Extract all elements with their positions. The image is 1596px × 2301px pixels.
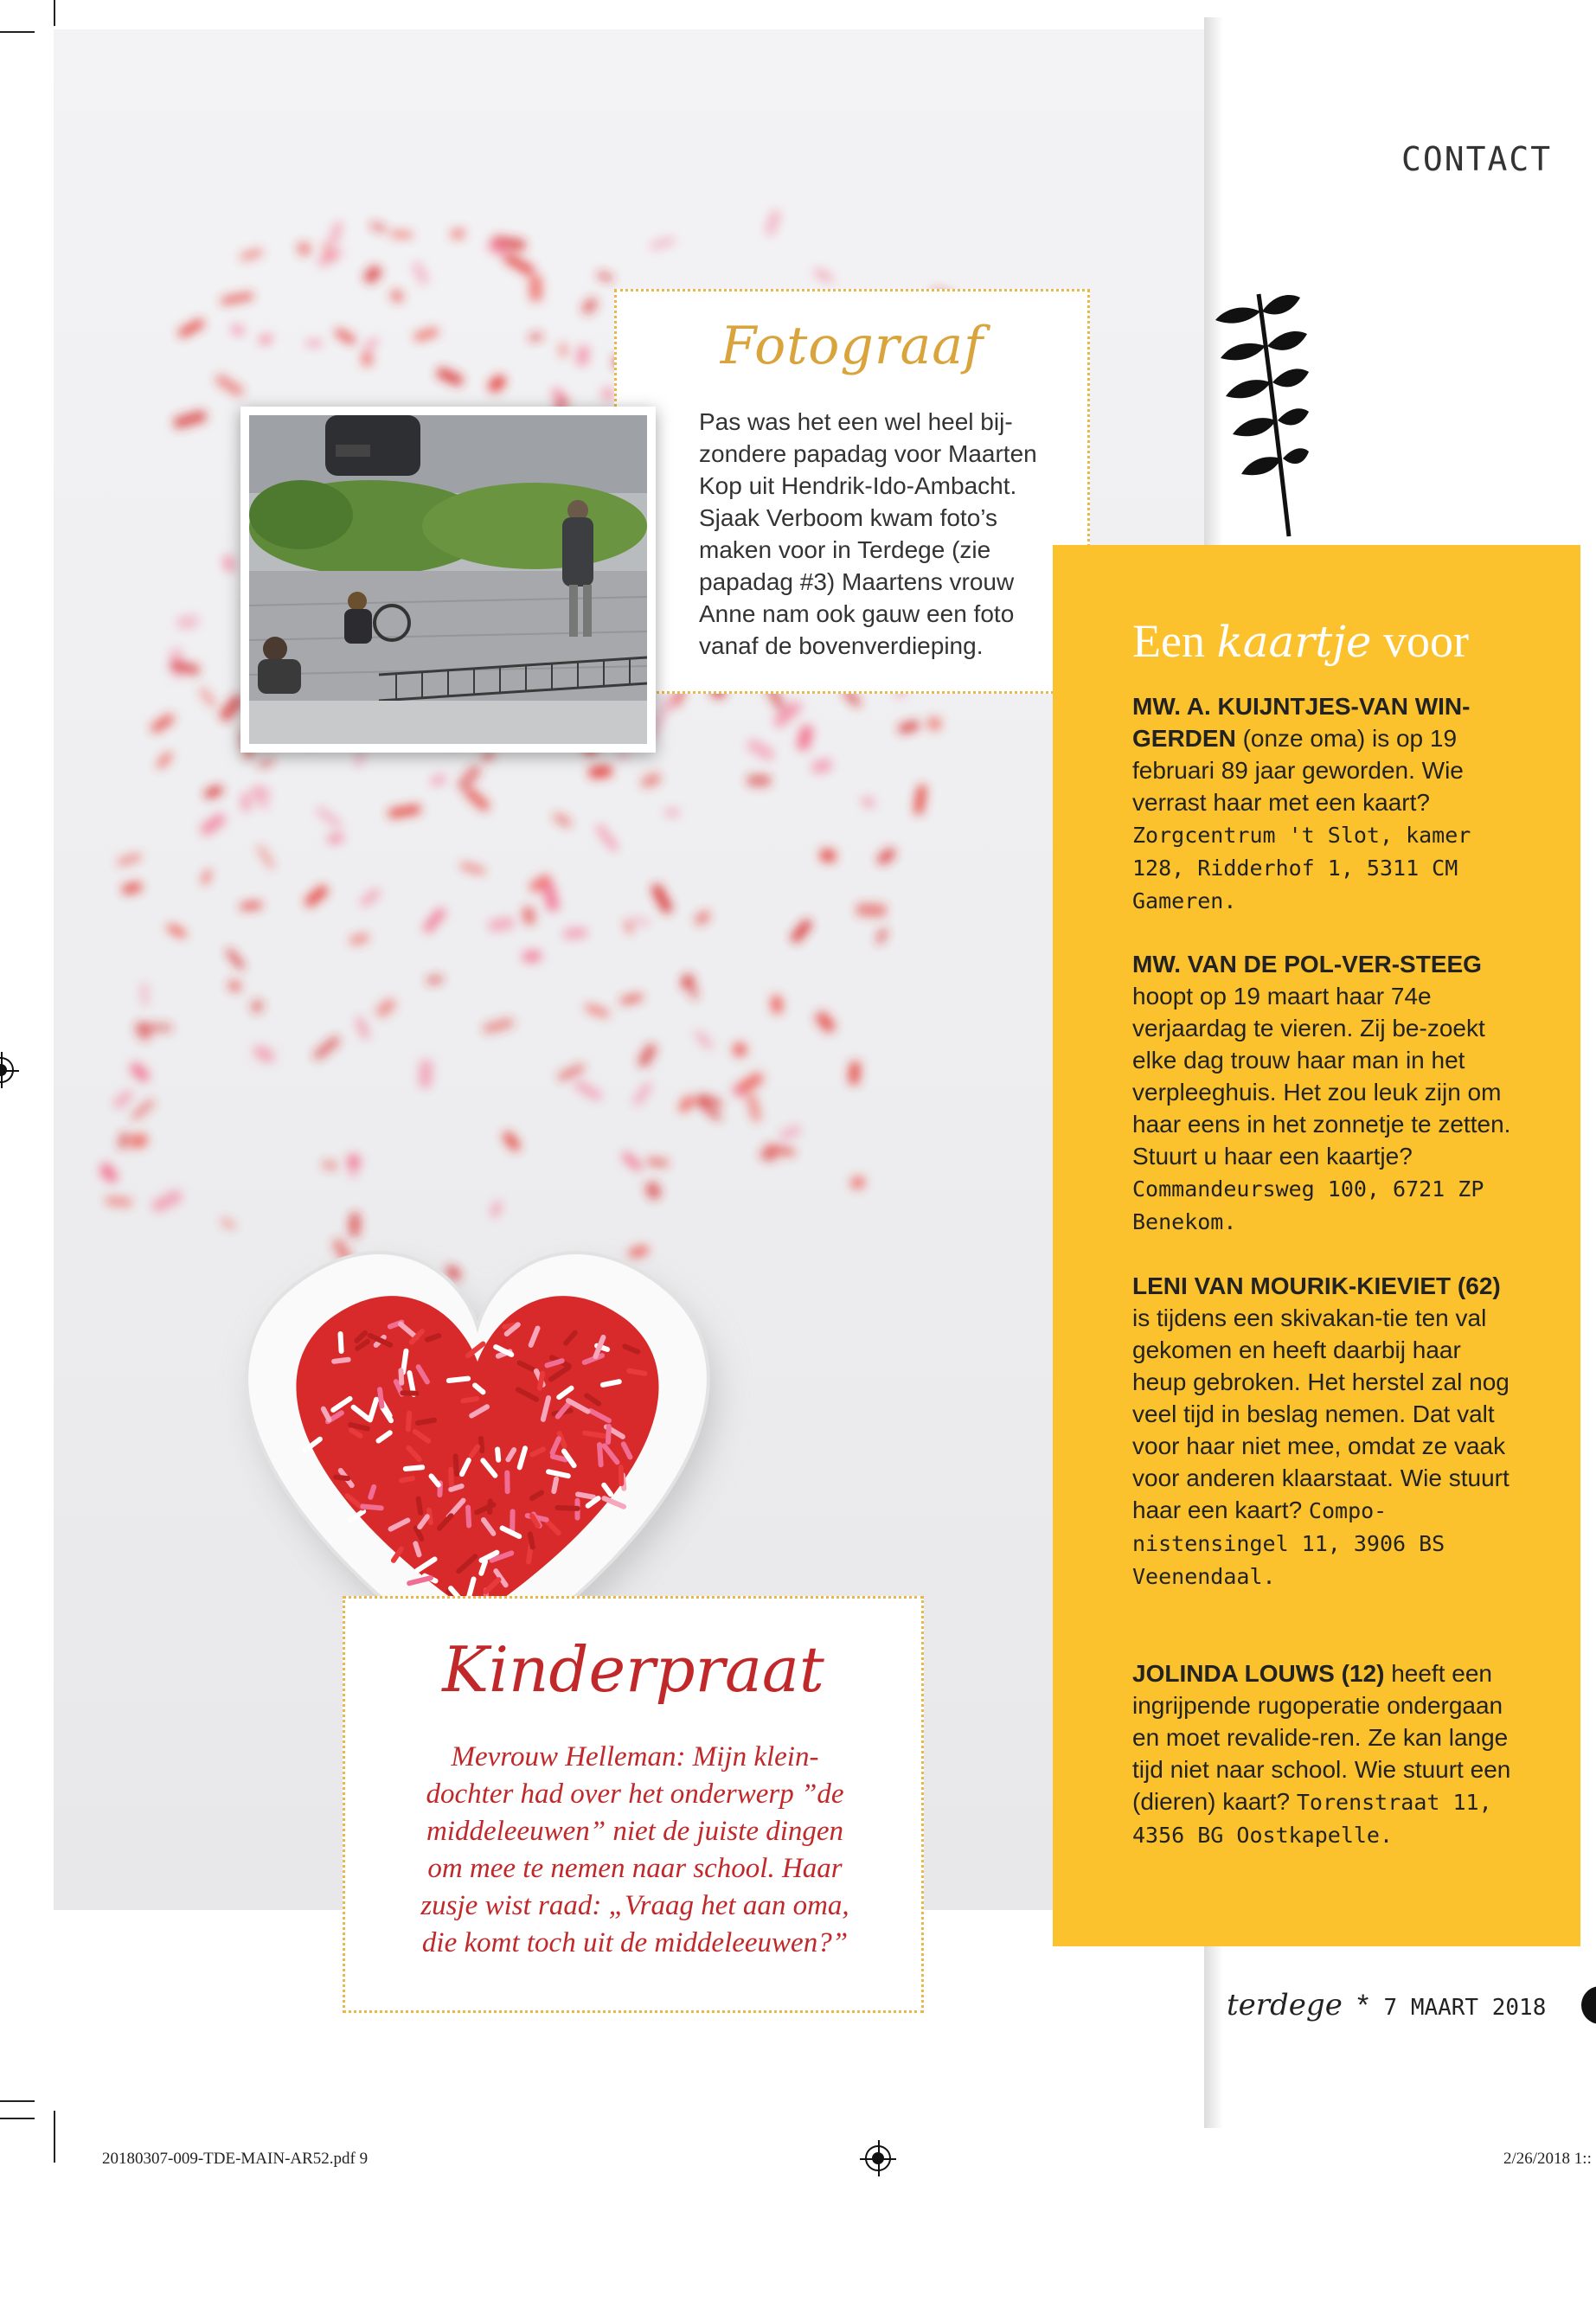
sprinkle xyxy=(483,1018,514,1034)
sprinkle xyxy=(322,1161,338,1170)
sprinkle xyxy=(151,1189,183,1213)
sprinkle xyxy=(166,923,188,939)
sprinkle xyxy=(488,917,515,933)
sprinkle xyxy=(456,764,483,792)
title-script-word: kaartje xyxy=(1216,617,1372,667)
sprinkle xyxy=(140,1023,172,1031)
sprinkle xyxy=(199,687,217,708)
title-word: voor xyxy=(1382,615,1469,667)
entry-name: MW. A. KUIJNTJES-VAN WIN-GERDEN xyxy=(1132,693,1471,752)
page-tab-marker xyxy=(1581,1986,1596,2024)
sprinkle xyxy=(141,983,148,1006)
sprinkle xyxy=(529,275,542,301)
sprinkle xyxy=(240,901,262,910)
fern-icon xyxy=(1207,285,1311,545)
sprinkle xyxy=(790,918,813,944)
crop-mark xyxy=(0,31,35,33)
sprinkle xyxy=(650,236,676,250)
sprinkle xyxy=(240,248,263,261)
entry-name: LENI VAN MOURIK-KIEVIET (62) xyxy=(1132,1272,1501,1299)
sprinkle xyxy=(176,615,199,629)
sprinkle xyxy=(638,1042,658,1067)
sprinkle xyxy=(388,804,420,818)
sprinkle xyxy=(898,720,920,734)
text-line: Sjaak Verboom kwam foto’s xyxy=(699,504,997,531)
sprinkle xyxy=(631,1081,653,1107)
entry-name: JOLINDA LOUWS (12) xyxy=(1132,1660,1385,1687)
kaartje-panel xyxy=(1053,545,1580,1946)
sprinkle xyxy=(430,775,446,786)
text-line: om mee te nemen naar school. Haar xyxy=(427,1853,843,1884)
kaartje-entry xyxy=(1132,1270,1513,1593)
sprinkle xyxy=(349,933,369,945)
sprinkle xyxy=(563,928,587,939)
sprinkle xyxy=(435,367,464,388)
sprinkle xyxy=(250,998,265,1014)
sprinkle xyxy=(118,1131,131,1150)
sprinkle xyxy=(334,328,357,346)
crop-mark xyxy=(54,2111,55,2163)
sprinkle xyxy=(814,1010,836,1035)
sprinkle xyxy=(861,796,875,809)
registration-mark-icon xyxy=(865,2145,891,2171)
kaartje-entry xyxy=(1132,1657,1513,1851)
sprinkle xyxy=(502,1131,522,1152)
bowl-sprinkle xyxy=(606,1424,612,1445)
sprinkle xyxy=(813,267,834,283)
sprinkle xyxy=(199,812,227,837)
sprinkle xyxy=(746,737,776,762)
sprinkle xyxy=(375,997,397,1019)
sprinkle xyxy=(522,906,535,925)
sprinkle xyxy=(796,724,813,751)
sprinkle xyxy=(228,979,242,992)
sprinkle xyxy=(177,317,206,338)
sprinkle xyxy=(597,272,614,282)
text-line: dochter had over het onderwerp ”de xyxy=(426,1779,844,1810)
entry-text: heeft een ingrijpende rugoperatie ondergaan en moet revalide-ren. Ze kan lange tijd niet naar school. Wie stuurt een (dieren) kaart? xyxy=(1132,1660,1511,1815)
sprinkle xyxy=(588,766,612,779)
bowl-sprinkle xyxy=(619,1465,625,1486)
sprinkle xyxy=(359,888,381,908)
sprinkle xyxy=(487,374,508,394)
sprinkle xyxy=(411,261,429,286)
sprinkle xyxy=(849,1061,860,1085)
sprinkle xyxy=(304,884,330,909)
sprinkle xyxy=(129,1061,151,1083)
kinderpraat-box xyxy=(343,1596,924,2013)
magazine-brand: terdege xyxy=(1227,1988,1343,2022)
issue-date: 7 MAART 2018 xyxy=(1383,1995,1547,2021)
sprinkle xyxy=(522,951,542,962)
bowl-sprinkle xyxy=(448,1467,454,1487)
sprinkle xyxy=(105,1196,132,1207)
sprinkle xyxy=(747,775,771,785)
sprinkle xyxy=(451,228,465,240)
entry-address: Commandeursweg 100, 6721 ZP Benekom. xyxy=(1132,1176,1484,1234)
sprinkle xyxy=(173,410,208,430)
sprinkle xyxy=(559,343,569,357)
sprinkle xyxy=(131,1098,156,1121)
sprinkle xyxy=(459,862,485,875)
entry-address: Compo-nistensingel 11, 3906 BS Veenendaal. xyxy=(1132,1498,1445,1589)
sprinkle xyxy=(150,713,176,734)
sprinkle xyxy=(628,1245,649,1259)
sprinkle xyxy=(129,1132,148,1149)
sprinkle xyxy=(529,332,543,342)
sprinkle xyxy=(765,209,782,236)
sprinkle xyxy=(694,909,712,926)
registration-mark-icon xyxy=(0,1057,14,1083)
entry-text: (onze oma) is op 19 februari 89 jaar geworden. Wie verrast haar met een kaart? xyxy=(1132,725,1464,816)
sprinkle xyxy=(214,373,245,397)
bowl-sprinkle xyxy=(554,1505,580,1511)
sprinkle xyxy=(422,907,446,934)
sprinkle xyxy=(426,976,444,984)
sprinkle xyxy=(644,1181,663,1201)
entry-address: Torenstraat 11, 4356 BG Oostkapelle. xyxy=(1132,1790,1492,1848)
sprinkle xyxy=(390,231,413,237)
text-line: middeleeuwen” niet de juiste dingen xyxy=(426,1816,844,1847)
sprinkle xyxy=(640,772,662,789)
text-line: Pas was het een wel heel bij- xyxy=(699,408,1013,435)
text-line: zondere papadag voor Maarten xyxy=(699,440,1037,467)
sprinkle xyxy=(580,296,599,316)
sprinkle xyxy=(695,1030,713,1050)
sprinkle xyxy=(585,1003,610,1017)
sprinkle xyxy=(503,252,535,277)
sprinkle xyxy=(112,1089,134,1111)
fotograaf-box xyxy=(614,289,1090,694)
star-separator: * xyxy=(1357,1989,1369,2022)
sprinkle xyxy=(226,948,246,971)
sprinkle xyxy=(574,1079,603,1101)
sprinkle xyxy=(926,716,943,732)
sprinkle xyxy=(732,1042,747,1058)
sprinkle xyxy=(364,336,380,350)
sprinkle xyxy=(156,751,174,770)
sprinkle xyxy=(595,824,619,853)
sprinkle xyxy=(220,1217,236,1230)
sprinkle xyxy=(913,785,926,815)
sprinkle xyxy=(464,786,491,812)
text-line: maken voor in Terdege (zie xyxy=(699,536,991,563)
sprinkle xyxy=(630,917,651,926)
sprinkle xyxy=(369,221,388,233)
bowl-sprinkle xyxy=(400,1390,419,1396)
entry-address: Zorgcentrum 't Slot, kamer 128, Ridderhof 1, 5311 CM Gameren. xyxy=(1132,823,1471,913)
entry-name: MW. VAN DE POL-VER-STEEG xyxy=(1132,951,1482,977)
sprinkle xyxy=(747,1093,761,1122)
sprinkle xyxy=(646,1158,669,1166)
sprinkle xyxy=(230,324,246,337)
sprinkle xyxy=(253,1044,276,1064)
sprinkle xyxy=(682,975,689,989)
sprinkle xyxy=(329,221,343,246)
sprinkle xyxy=(389,288,404,304)
kaartje-entry xyxy=(1132,948,1513,1238)
sprinkle xyxy=(203,785,223,799)
kaartje-title xyxy=(1132,614,1469,668)
text-line: papadag #3) Maartens vrouw xyxy=(699,568,1015,595)
sprinkle xyxy=(222,554,236,573)
text-line: Anne nam ook gauw een foto xyxy=(699,600,1015,627)
entry-text: hoopt op 19 maart haar 74e verjaardag te vieren. Zij be-zoekt elke dag trouw haar man in het verpleeghuis. Het zou leuk zijn om haar eens in het zonnetje te zetten. Stuurt u haar een kaartje? xyxy=(1132,983,1511,1170)
text-line: vanaf de bovenverdieping. xyxy=(699,632,984,659)
fotograaf-text xyxy=(699,406,1071,662)
sprinkle xyxy=(557,1063,586,1082)
fotograaf-title: Fotograaf xyxy=(720,316,984,376)
sprinkle xyxy=(241,793,250,812)
bowl-sprinkle xyxy=(504,1470,510,1494)
sprinkle xyxy=(201,868,212,885)
sprinkle xyxy=(856,904,886,917)
text-line: die komt toch uit de middeleeuwen?” xyxy=(421,1927,849,1958)
sprinkle xyxy=(362,351,372,366)
sprinkle xyxy=(121,881,143,895)
crop-mark xyxy=(54,0,55,26)
sprinkle xyxy=(819,849,836,863)
text-line: zusje wist raad: „Vraag het aan oma, xyxy=(420,1890,849,1921)
sprinkle xyxy=(413,327,439,342)
sprinkle xyxy=(258,757,275,768)
print-slug-date: 2/26/2018 1:: xyxy=(1503,2150,1592,2168)
sprinkle xyxy=(349,1213,361,1237)
photographer-photo xyxy=(240,407,656,753)
print-slug-file: 20180307-009-TDE-MAIN-AR52.pdf 9 xyxy=(102,2150,369,2168)
sprinkle xyxy=(651,883,674,914)
sprinkle xyxy=(327,833,344,844)
sprinkle xyxy=(620,993,644,1004)
kaartje-entry xyxy=(1132,690,1513,917)
sprinkle xyxy=(362,264,383,285)
sprinkle xyxy=(221,292,254,304)
sprinkle xyxy=(356,1016,369,1040)
sprinkle xyxy=(850,1176,866,1189)
sprinkle xyxy=(576,345,590,366)
sprinkle xyxy=(133,1020,153,1042)
sprinkle xyxy=(771,996,782,1014)
bowl-sprinkle xyxy=(398,1368,404,1386)
sprinkle xyxy=(312,1035,341,1061)
section-label: CONTACT xyxy=(1401,140,1553,178)
sprinkle xyxy=(295,240,312,258)
crop-mark xyxy=(0,2118,35,2119)
sprinkle xyxy=(875,846,897,866)
sprinkle xyxy=(677,1094,695,1113)
sprinkle xyxy=(811,758,833,774)
sprinkle xyxy=(259,333,273,345)
sprinkle xyxy=(779,1125,802,1142)
sprinkle xyxy=(621,1150,644,1172)
sprinkle xyxy=(117,853,143,867)
sprinkle xyxy=(552,812,572,829)
sprinkle xyxy=(257,844,276,870)
page-footer xyxy=(1227,1988,1546,2022)
sprinkle xyxy=(490,1200,503,1218)
text-line: Kop uit Hendrik-Ido-Ambacht. xyxy=(699,472,1017,499)
sprinkle xyxy=(305,340,323,347)
kinderpraat-text xyxy=(380,1739,890,1962)
photographer-photo-image xyxy=(249,415,647,744)
sprinkle xyxy=(420,1060,433,1087)
sprinkle xyxy=(665,810,679,815)
text-line: Mevrouw Helleman: Mijn klein- xyxy=(451,1741,819,1772)
sprinkle xyxy=(315,805,343,830)
kinderpraat-title: Kinderpraat xyxy=(442,1633,824,1706)
title-word: Een xyxy=(1132,615,1205,667)
sprinkle xyxy=(875,927,888,945)
entry-text: is tijdens een skivakan-tie ten val gekomen en heeft daarbij haar heup gebroken. Het herstel zal nog veel tijd in beslag nemen. Dat valt voor haar niet mee, omdat ze vaak voor anderen klaarstaat. Wie stuurt haar een kaart? xyxy=(1132,1304,1509,1523)
crop-mark xyxy=(0,2100,35,2102)
